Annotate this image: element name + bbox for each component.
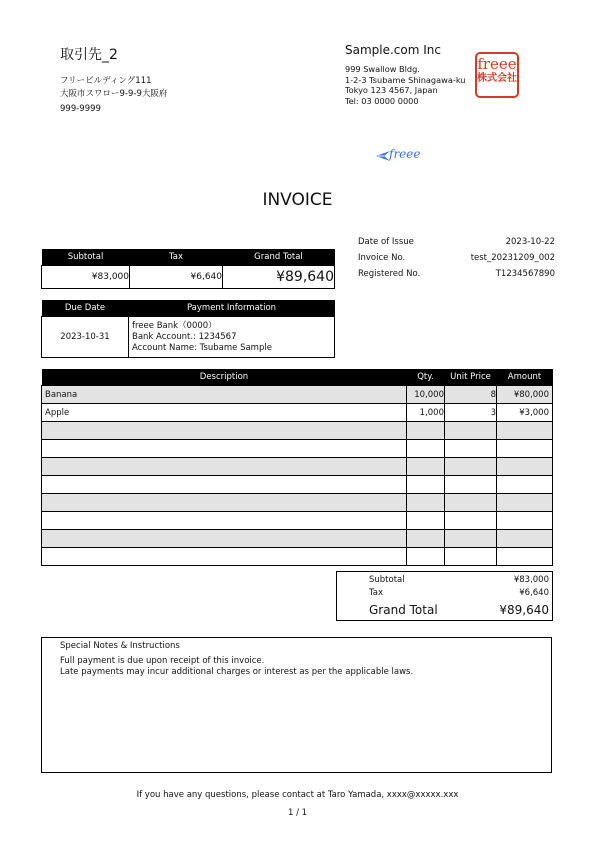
table-row-empty bbox=[42, 512, 553, 530]
summary-grand-total-value: ¥89,640 bbox=[499, 603, 549, 617]
freee-logo bbox=[375, 148, 431, 166]
item-unit-price: 8 bbox=[445, 386, 497, 404]
subtotal-header: Subtotal bbox=[42, 249, 130, 266]
summary-grand-total bbox=[369, 603, 549, 617]
item-qty: 10,000 bbox=[407, 386, 445, 404]
payment-info-cell bbox=[129, 317, 335, 358]
company-address-line2: 1-2-3 Tsubame Shinagawa-ku bbox=[345, 75, 466, 85]
client-name: 取引先_2 bbox=[60, 47, 118, 63]
meta-date-label: Date of Issue bbox=[358, 237, 414, 247]
notes-box bbox=[41, 637, 552, 773]
item-amount: ¥80,000 bbox=[497, 386, 553, 404]
item-description: Banana bbox=[42, 386, 407, 404]
due-date-header: Due Date bbox=[42, 300, 129, 317]
meta-date-value: 2023-10-22 bbox=[505, 237, 555, 247]
bank-account: Bank Account.: 1234567 bbox=[132, 331, 237, 342]
client-address-line2: 大阪市スワロー9-9-9大阪府 bbox=[60, 89, 168, 99]
notes-heading: Special Notes & Instructions bbox=[60, 641, 180, 651]
grand-total-value: ¥89,640 bbox=[223, 266, 335, 289]
tax-header: Tax bbox=[130, 249, 223, 266]
tax-value: ¥6,640 bbox=[130, 266, 223, 289]
meta-registered-no bbox=[358, 269, 555, 279]
company-address-line3: Tokyo 123 4567, Japan bbox=[345, 85, 438, 95]
company-name: Sample.com Inc bbox=[345, 43, 441, 57]
account-name: Account Name: Tsubame Sample bbox=[132, 342, 272, 353]
table-row-empty bbox=[42, 440, 553, 458]
summary-subtotal bbox=[369, 575, 549, 585]
meta-registered-no-label: Registered No. bbox=[358, 269, 421, 279]
qty-header: Qty. bbox=[407, 369, 445, 386]
table-row bbox=[42, 404, 553, 422]
meta-registered-no-value: T1234567890 bbox=[495, 269, 555, 279]
company-address-line1: 999 Swallow Bldg. bbox=[345, 64, 420, 74]
amount-header: Amount bbox=[497, 369, 553, 386]
table-row bbox=[42, 386, 553, 404]
summary-subtotal-value: ¥83,000 bbox=[513, 575, 549, 585]
subtotal-value: ¥83,000 bbox=[42, 266, 130, 289]
item-unit-price: 3 bbox=[445, 404, 497, 422]
table-row-empty bbox=[42, 494, 553, 512]
unit-price-header: Unit Price bbox=[445, 369, 497, 386]
items-table bbox=[41, 369, 553, 566]
table-row-empty bbox=[42, 476, 553, 494]
table-row-empty bbox=[42, 548, 553, 566]
summary-box bbox=[336, 571, 553, 621]
summary-tax-label: Tax bbox=[369, 588, 384, 598]
table-row-empty bbox=[42, 422, 553, 440]
notes-line1: Full payment is due upon receipt of this invoice. bbox=[60, 656, 265, 666]
payment-info-header: Payment Information bbox=[129, 300, 335, 317]
bank-name: freee Bank（0000） bbox=[132, 320, 217, 331]
meta-date-of-issue bbox=[358, 237, 555, 247]
meta-invoice-no-label: Invoice No. bbox=[358, 253, 406, 263]
summary-tax bbox=[369, 588, 549, 598]
seal-top-text: freee bbox=[477, 55, 517, 73]
summary-subtotal-label: Subtotal bbox=[369, 575, 405, 585]
due-date-value: 2023-10-31 bbox=[42, 317, 129, 358]
footer-contact: If you have any questions, please contact at Taro Yamada, xxxx@xxxxx.xxx bbox=[136, 790, 459, 800]
table-row-empty bbox=[42, 458, 553, 476]
meta-invoice-no-value: test_20231209_002 bbox=[470, 253, 555, 263]
description-header: Description bbox=[42, 369, 407, 386]
meta-invoice-no bbox=[358, 253, 555, 263]
logo-wordmark: freee bbox=[389, 147, 421, 161]
client-address-line1: フリービルディング111 bbox=[60, 76, 152, 86]
client-postal-code: 999-9999 bbox=[60, 104, 101, 114]
page-number: 1 / 1 bbox=[287, 808, 308, 818]
grand-total-header: Grand Total bbox=[223, 249, 335, 266]
summary-grand-total-label: Grand Total bbox=[369, 603, 438, 617]
summary-tax-value: ¥6,640 bbox=[519, 588, 549, 598]
item-qty: 1,000 bbox=[407, 404, 445, 422]
table-row-empty bbox=[42, 530, 553, 548]
company-seal-stamp bbox=[475, 52, 519, 98]
company-phone: Tel: 03 0000 0000 bbox=[345, 96, 419, 106]
totals-table bbox=[41, 249, 335, 289]
payment-table bbox=[41, 300, 335, 358]
document-title: INVOICE bbox=[262, 190, 333, 210]
seal-bottom-text: 株式会社 bbox=[477, 73, 517, 84]
item-description: Apple bbox=[42, 404, 407, 422]
item-amount: ¥3,000 bbox=[497, 404, 553, 422]
notes-line2: Late payments may incur additional charges or interest as per the applicable laws. bbox=[60, 667, 414, 677]
